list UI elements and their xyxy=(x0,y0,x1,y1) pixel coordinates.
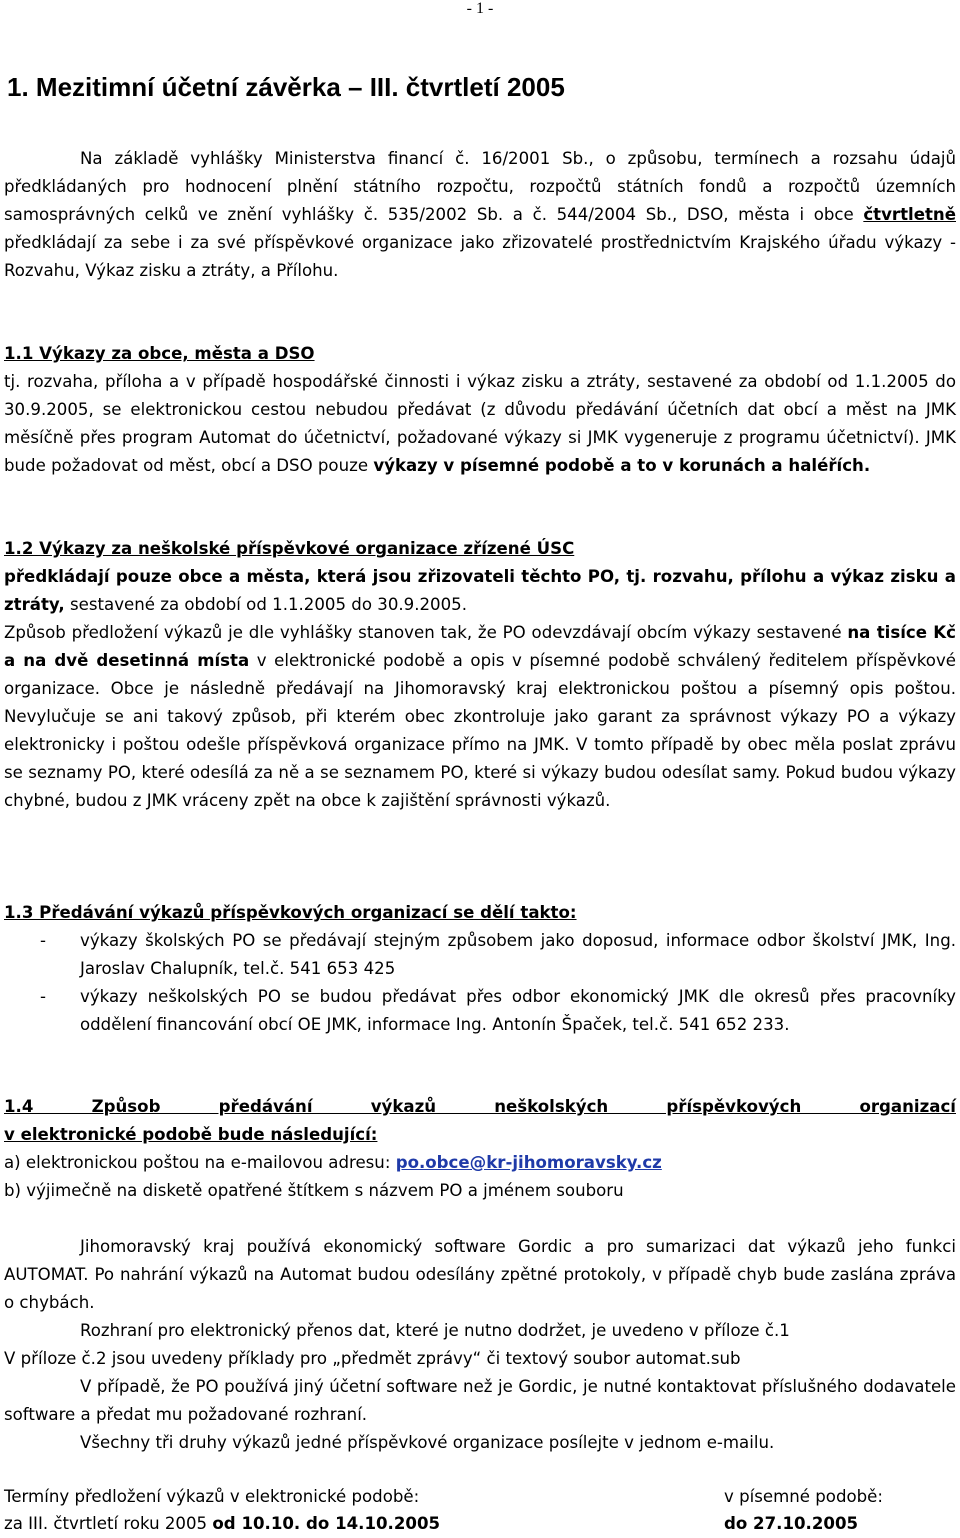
section-1-2-bold-2: na tisíce Kč a na dvě desetinná místa xyxy=(4,623,956,670)
closing-paragraph-5: Všechny tři druhy výkazů jedné příspěvkové organizace posílejte v jednom e-mailu. xyxy=(80,1433,775,1452)
section-1-4-heading-line-1: 1.4 Způsob předávání výkazů neškolských příspěvkových organizací xyxy=(4,1097,956,1116)
list-item xyxy=(4,927,956,983)
deadline-period-text: za III. čtvrtletí roku 2005 xyxy=(4,1514,213,1533)
intro-paragraph xyxy=(4,145,956,285)
page-title: 1. Mezitimní účetní závěrka – III. čtvrtletí 2005 xyxy=(7,72,565,102)
list-item xyxy=(4,983,956,1039)
closing-paragraph-4: V případě, že PO používá jiný účetní software než je Gordic, je nutné kontaktovat příslušného dodavatele software a předat mu požadované rozhraní. xyxy=(4,1377,956,1424)
option-a-text: a) elektronickou poštou na e-mailovou adresu: xyxy=(4,1153,396,1172)
list-item-text: výkazy školských PO se předávají stejným způsobem jako doposud, informace odbor školství JMK, Ing. Jaroslav Chalupník, tel.č. 541 653 425 xyxy=(80,931,956,978)
closing-paragraph-3: V příloze č.2 jsou uvedeny příklady pro „předmět zprávy“ či textový soubor automat.sub xyxy=(4,1349,741,1368)
closing-paragraph-2: Rozhraní pro elektronický přenos dat, které je nutno dodržet, je uvedeno v příloze č.1 xyxy=(80,1321,790,1340)
email-link[interactable]: po.obce@kr-jihomoravsky.cz xyxy=(395,1153,662,1172)
deadline-electronic-value: od 10.10. do 14.10.2005 xyxy=(212,1514,441,1533)
list-dash: - xyxy=(40,931,46,950)
section-1-2-text-2b: v elektronické podobě a opis v písemné podobě schválený ředitelem příspěvkové organizace. Obce je následně předávají na Jihomoravský kraj elektronickou poštou a písemný opis poštou. Nevylučuje se ani takový způsob, při kterém obec zkontroluje jako garant za správnost výkazy PO a výkazy elektronicky i poštou odešle příspěvková organizace přímo na JMK. V tomto případě by obec měla poslat zprávu se seznamy PO, které odesílá za ně a se seznamem PO, které si výkazy budou odesílat samy. Pokud budou výkazy chybné, budou z JMK vráceny zpět na obce k zajištění správnosti výkazů. xyxy=(4,651,956,810)
section-1-2-bold-1: předkládají pouze obce a města, která jsou zřizovateli těchto PO, tj. rozvahu, přílohu a výkaz zisku a ztráty, xyxy=(4,567,956,614)
closing-paragraph-1: Jihomoravský kraj používá ekonomický software Gordic a pro sumarizaci dat výkazů jeho funkci AUTOMAT. Po nahrání výkazů na Automat budou odesílány zpětné protokoly, v případě chyb bude zaslána zpráva o chybách. xyxy=(4,1237,956,1312)
option-a xyxy=(4,1149,956,1177)
deadlines-values-row xyxy=(4,1510,956,1538)
section-1-1-text: tj. rozvaha, příloha a v případě hospodářské činnosti i výkaz zisku a ztráty, sestavené za období od 1.1.2005 do 30.9.2005, se elektronickou cestou nebudou předávat (z důvodu předávání účetních dat obcí a měst na JMK měsíčně přes program Automat do účetnictví, požadované výkazy si JMK vygeneruje z programu účetnictví). JMK bude požadovat od měst, obcí a DSO pouze xyxy=(4,372,956,475)
section-1-2-text-2a: Způsob předložení výkazů je dle vyhlášky stanoven tak, že PO odevzdávají obcím výkazy sestavené xyxy=(4,623,848,642)
section-1-1-heading: 1.1 Výkazy za obce, města a DSO xyxy=(4,344,315,363)
section-1-3-heading: 1.3 Předávání výkazů příspěvkových organizací se dělí takto: xyxy=(4,903,577,922)
section-1-2-text-1: sestavené za období od 1.1.2005 do 30.9.2005. xyxy=(64,595,467,614)
section-1-2-heading: 1.2 Výkazy za neškolské příspěvkové organizace zřízené ÚSC xyxy=(4,539,575,558)
section-1-2-paragraph-2 xyxy=(4,619,956,815)
intro-bold: čtvrtletně xyxy=(863,205,956,224)
option-b: b) výjimečně na disketě opatřené štítkem s názvem PO a jménem souboru xyxy=(4,1181,624,1200)
section-1-4-heading-line-2: v elektronické podobě bude následující: xyxy=(4,1125,378,1144)
deadlines-labels-row xyxy=(4,1483,956,1511)
deadline-electronic-label: Termíny předložení výkazů v elektronické podobě: xyxy=(4,1487,420,1506)
deadline-paper-label: v písemné podobě: xyxy=(724,1487,883,1506)
deadline-paper-value: do 27.10.2005 xyxy=(724,1514,859,1533)
section-1-2-paragraph-1 xyxy=(4,563,956,619)
page-number: - 1 - xyxy=(466,0,494,17)
list-dash: - xyxy=(40,987,46,1006)
section-1-1-paragraph xyxy=(4,368,956,480)
list-item-text: výkazy neškolských PO se budou předávat přes odbor ekonomický JMK dle okresů přes pracovníky oddělení financování obcí OE JMK, informace Ing. Antonín Špaček, tel.č. 541 652 233. xyxy=(80,987,956,1034)
intro-text-2: předkládají za sebe i za své příspěvkové organizace jako zřizovatelé prostřednictvím Krajského úřadu výkazy - Rozvahu, Výkaz zisku a ztráty, a Přílohu. xyxy=(4,233,956,280)
section-1-1-bold: výkazy v písemné podobě a to v korunách a haléřích. xyxy=(373,456,871,475)
intro-text-1: Na základě vyhlášky Ministerstva financí č. 16/2001 Sb., o způsobu, termínech a rozsahu údajů předkládaných pro hodnocení plnění státního rozpočtu, rozpočtů státních fondů a rozpočtů územních samosprávných celků ve znění vyhlášky č. 535/2002 Sb. a č. 544/2004 Sb., DSO, města i obce xyxy=(4,149,956,224)
